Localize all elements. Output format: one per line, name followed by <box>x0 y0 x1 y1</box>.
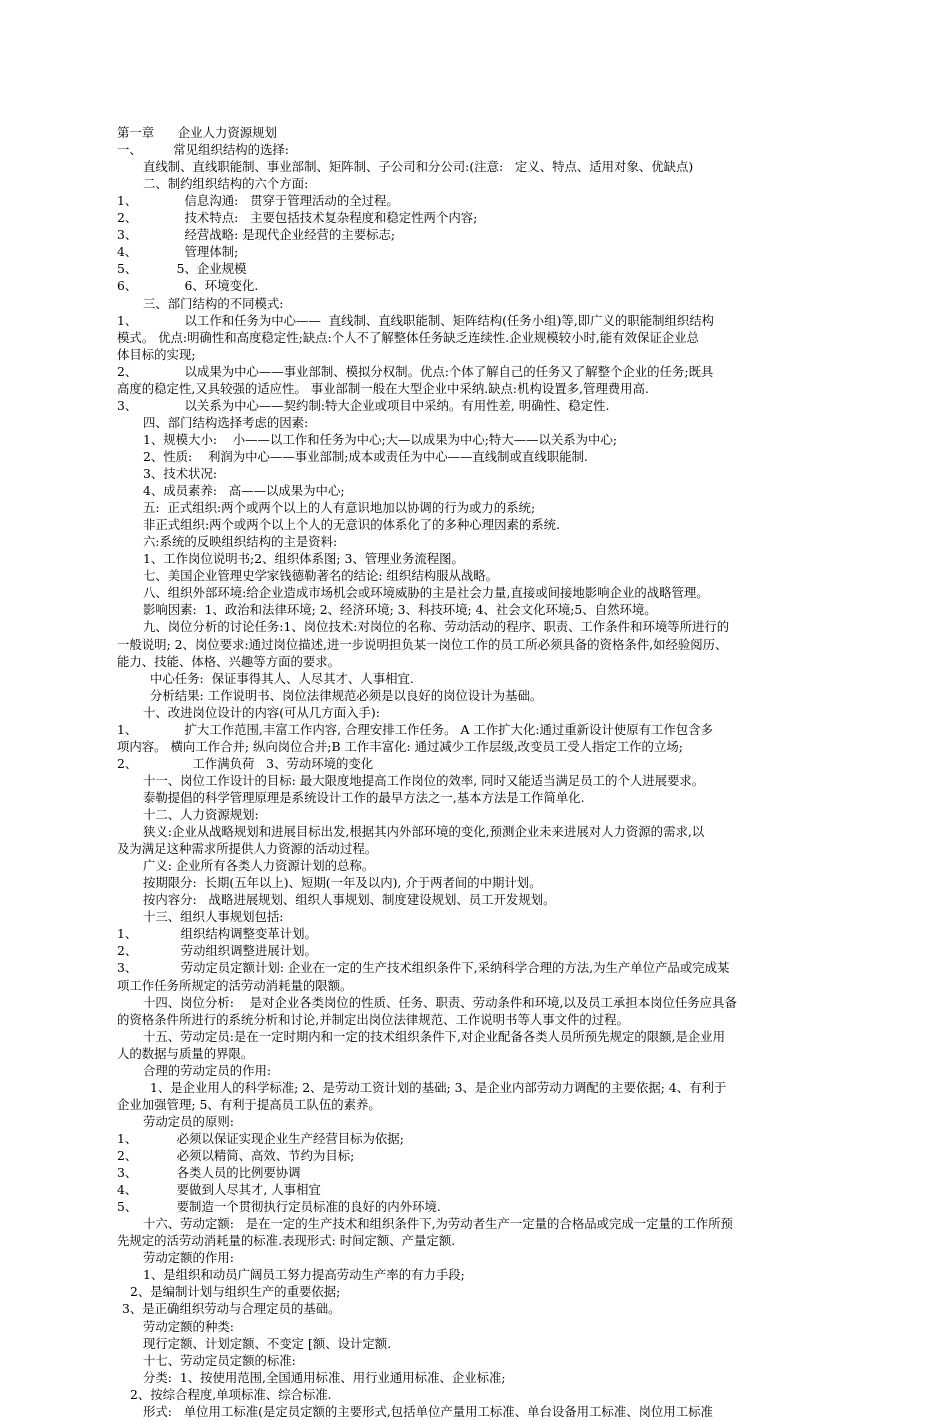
text-line: 十二、人力资源规划: <box>143 807 259 822</box>
text-line: 十三、组织人事规划包括: <box>143 909 284 925</box>
text-line: 十四、岗位分析: 是对企业各类岗位的性质、任务、职责、劳动条件和环境,以及员工承担本岗位任务应具备 <box>143 994 737 1010</box>
text-line: 1、 扩大工作范围,丰富工作内容, 合理安排工作任务。 A 工作扩大化:通过重新设计使原有工作包含多 <box>117 721 713 737</box>
text-line: 4、成员素养: 高——以成果为中心; <box>143 483 345 499</box>
text-line: 3、 劳动定员定额计划: 企业在一定的生产技术组织条件下,采纳科学合理的方法,为生产单位产品或完成某 <box>117 960 730 976</box>
text-line: 狭义:企业从战略规划和进展目标出发,根据其内外部环境的变化,预测企业未来进展对人力资源的需求,以 <box>143 824 705 840</box>
text-line: 2、 劳动组织调整进展计划。 <box>117 943 317 959</box>
text-line: 一般说明; 2、岗位要求:通过岗位描述,进一步说明担负某一岗位工作的员工所必须具备的资格条件,如经验阅历、 <box>117 636 728 652</box>
text-line: 6、 6、环境变化. <box>117 278 259 294</box>
text-line: 1、是组织和动员广阔员工努力提高劳动生产率的有力手段; <box>143 1267 465 1283</box>
text-line: 八、组织外部环境:给企业造成市场机会或环境威胁的主是社会力量,直接或间接地影响企业的战略管理。 <box>143 585 709 601</box>
text-line: 第一章 企业人力资源规划 <box>117 125 277 140</box>
text-line: 三、部门结构的不同模式: <box>143 295 284 311</box>
text-line: 十、改进岗位设计的内容(可从几方面入手): <box>143 704 380 720</box>
text-line: 项工作任务所规定的活劳动消耗量的限额。 <box>117 977 353 993</box>
text-line: 影响因素: 1、政治和法律环境; 2、经济环境; 3、科技环境; 4、社会文化环境;5、自然环境。 <box>143 602 657 618</box>
text-line: 二、制约组织结构的六个方面: <box>143 176 309 192</box>
text-line: 劳动定额的种类: <box>143 1318 234 1334</box>
text-line: 2、性质: 利润为中心——事业部制;成本或责任为中心——直线制或直线职能制. <box>143 448 588 464</box>
text-line: 1、工作岗位说明书;2、组织体系图; 3、管理业务流程图。 <box>143 551 464 567</box>
text-line: 非正式组织:两个或两个以上个人的无意识的体系化了的多种心理因素的系统. <box>143 517 561 533</box>
text-line: 分析结果: 工作说明书、岗位法律规范必须是以良好的岗位设计为基础。 <box>150 687 543 703</box>
text-line: 形式: 单位用工标准(是定员定额的主要形式,包括单位产量用工标准、单台设备用工标准、岗位用工标准 <box>143 1403 713 1419</box>
text-line: 3、 经营战略: 是现代企业经营的主要标志; <box>117 227 396 243</box>
text-line: 先规定的活劳动消耗量的标准.表现形式: 时间定额、产量定额. <box>117 1233 456 1249</box>
text-line: 1、 组织结构调整变革计划。 <box>117 926 317 942</box>
text-line: 五: 正式组织:两个或两个以上的人有意识地加以协调的行为或力的系统; <box>143 500 536 516</box>
text-line: 九、岗位分析的讨论任务:1、岗位技术:对岗位的名称、劳动活动的程序、职责、工作条件和环境等所进行的 <box>143 619 730 635</box>
text-line: 及为满足这种需求所提供人力资源的活动过程。 <box>117 841 378 857</box>
text-line: 2、 必须以精简、高效、节约为目标; <box>117 1148 355 1163</box>
text-line: 泰勒提倡的科学管理原理是系统设计工作的最早方法之一,基本方法是工作简单化. <box>143 789 585 805</box>
text-line: 六:系统的反映组织结构的主是资料: <box>143 534 338 550</box>
text-line: 1、 以工作和任务为中心—— 直线制、直线职能制、矩阵结构(任务小组)等,即广义的职能制组织结构 <box>117 312 715 328</box>
text-line: 2、 以成果为中心——事业部制、模拟分权制。优点:个体了解自己的任务又了解整个企业的任务;既具 <box>117 363 714 379</box>
text-line: 4、 要做到人尽其才, 人事相宜 <box>117 1182 321 1198</box>
text-line: 3、 各类人员的比例要协调 <box>117 1165 301 1181</box>
text-line: 1、 信息沟通: 贯穿于管理活动的全过程。 <box>117 193 399 209</box>
text-line: 4、 管理体制; <box>117 244 239 260</box>
text-line: 1、是企业用人的科学标准; 2、是劳动工资计划的基础; 3、是企业内部劳动力调配的主要依据; 4、有利于 <box>150 1079 727 1095</box>
text-line: 现行定额、计划定额、不变定 [额、设计定额. <box>143 1335 392 1351</box>
text-line: 2、 工作满负荷 3、劳动环境的变化 <box>117 755 374 771</box>
text-line: 3、 以关系为中心——契约制:特大企业或项目中采纳。有用性差, 明确性、稳定性. <box>117 397 610 413</box>
text-line: 2、是编制计划与组织生产的重要依据; <box>130 1284 341 1300</box>
text-line: 项内容。 横向工作合并; 纵向岗位合并;B 工作丰富化: 通过减少工作层级,改变员工受人指定工作的立场; <box>117 738 683 754</box>
text-line: 企业加强管理; 5、有利于提高员工队伍的素养。 <box>117 1096 381 1112</box>
text-line: 1、 必须以保证实现企业生产经营目标为依据; <box>117 1130 404 1146</box>
text-line: 十六、劳动定额: 是在一定的生产技术和组织条件下,为劳动者生产一定量的合格品或完成一定量的工作所预 <box>143 1216 733 1232</box>
text-line: 劳动定额的作用: <box>143 1250 234 1266</box>
text-line: 广义: 企业所有各类人力资源计划的总称。 <box>143 858 375 874</box>
text-line: 十七、劳动定员定额的标准: <box>143 1352 296 1368</box>
text-line: 分类: 1、按使用范围,全国通用标准、用行业通用标准、企业标准; <box>143 1369 506 1385</box>
text-line: 体目标的实现; <box>117 346 196 362</box>
text-line: 2、 技术特点: 主要包括技术复杂程度和稳定性两个内容; <box>117 210 478 226</box>
text-line: 四、部门结构选择考虑的因素: <box>143 414 309 430</box>
text-line: 能力、技能、体格、兴趣等方面的要求。 <box>117 653 341 669</box>
text-line: 1、规模大小: 小——以工作和任务为中心;大—以成果为中心;特大——以关系为中心; <box>143 431 618 447</box>
text-line: 合理的劳动定员的作用: <box>143 1062 272 1078</box>
text-line: 劳动定员的原则: <box>143 1113 234 1129</box>
text-line: 模式。 优点:明确性和高度稳定性;缺点:个人不了解整体任务缺乏连续性.企业规模较小时,能有效保证企业总 <box>117 329 699 345</box>
text-line: 十五、劳动定员:是在一定时期内和一定的技术组织条件下,对企业配备各类人员所预先规定的限额,是企业用 <box>143 1028 726 1044</box>
text-line: 按内容分: 战略进展规划、组织人事规划、制度建设规划、员工开发规划。 <box>143 892 556 908</box>
text-line: 按期限分: 长期(五年以上)、短期(一年及以内), 介于两者间的中期计划。 <box>143 875 542 891</box>
text-line: 5、 要制造一个贯彻执行定员标准的良好的内外环境. <box>117 1199 441 1215</box>
text-line: 一、 常见组织结构的选择: <box>117 142 289 158</box>
text-line: 高度的稳定性,又具较强的适应性。 事业部制一般在大型企业中采纳.缺点:机构设置多,管理费用高. <box>117 380 649 396</box>
text-line: 2、按综合程度,单项标准、综合标准. <box>130 1386 332 1402</box>
text-line: 七、美国企业管理史学家钱德勒著名的结论: 组织结构服从战略。 <box>143 568 499 584</box>
text-line: 直线制、直线职能制、事业部制、矩阵制、子公司和分公司:(注意: 定义、特点、适用对象、优缺点) <box>143 159 694 175</box>
text-line: 3、是正确组织劳动与合理定员的基础。 <box>122 1301 341 1317</box>
text-line: 的资格条件所进行的系统分析和讨论,并制定出岗位法律规范、工作说明书等人事文件的过程。 <box>117 1011 629 1027</box>
text-line: 3、技术状况: <box>143 466 218 481</box>
text-line: 人的数据与质量的界限。 <box>117 1045 254 1061</box>
text-line: 十一、岗位工作设计的目标: 最大限度地提高工作岗位的效率, 同时又能适当满足员工的个人进展要求。 <box>143 772 705 788</box>
text-line: 5、 5、企业规模 <box>117 261 247 277</box>
text-line: 中心任务: 保证事得其人、人尽其才、人事相宜. <box>150 670 414 686</box>
